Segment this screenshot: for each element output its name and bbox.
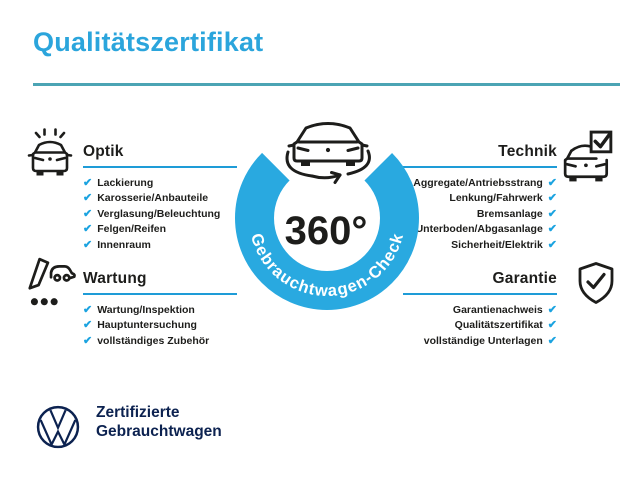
checklist-item bbox=[403, 336, 557, 347]
check-icon: ✔ bbox=[83, 304, 93, 316]
car-checkbox-icon bbox=[561, 130, 615, 189]
pencil-car-checklist-icon bbox=[24, 256, 76, 315]
item-label: Sicherheit/Elektrik bbox=[451, 238, 543, 251]
check-icon: ✔ bbox=[83, 192, 93, 205]
brand-claim bbox=[96, 404, 222, 441]
item-label: Hauptuntersuchung bbox=[97, 319, 197, 332]
checklist-item bbox=[83, 224, 237, 235]
checklist-item bbox=[83, 336, 237, 347]
section-divider bbox=[83, 166, 237, 168]
section-optik bbox=[83, 143, 237, 255]
checklist-item bbox=[403, 320, 557, 331]
item-label: Verglasung/Beleuchtung bbox=[97, 207, 221, 220]
check-icon: ✔ bbox=[547, 334, 557, 347]
checklist-item bbox=[83, 305, 237, 316]
360-check-badge bbox=[225, 108, 430, 320]
shield-check-icon bbox=[576, 261, 616, 312]
item-label: Qualitätszertifikat bbox=[454, 319, 543, 332]
check-icon: ✔ bbox=[83, 207, 93, 220]
degree-label: 360° bbox=[284, 209, 368, 253]
item-label: Aggregate/Antriebsstrang bbox=[413, 177, 543, 189]
check-icon: ✔ bbox=[83, 319, 93, 332]
check-icon: ✔ bbox=[547, 192, 557, 205]
item-label: Garantienachweis bbox=[452, 304, 543, 316]
check-icon: ✔ bbox=[547, 319, 557, 332]
item-label: vollständige Unterlagen bbox=[423, 334, 543, 347]
item-label: Lackierung bbox=[97, 177, 154, 189]
checklist-item bbox=[83, 209, 237, 220]
brand-line-1: Zertifizierte bbox=[96, 404, 180, 421]
item-label: Unterboden/Abgasanlage bbox=[415, 223, 543, 236]
check-icon: ✔ bbox=[547, 207, 557, 220]
checklist-optik bbox=[83, 178, 237, 251]
check-icon: ✔ bbox=[83, 238, 93, 251]
item-label: Lenkung/Fahrwerk bbox=[449, 192, 543, 205]
header-divider bbox=[33, 83, 620, 86]
checklist-item bbox=[83, 240, 237, 251]
checklist-item bbox=[83, 178, 237, 189]
check-icon: ✔ bbox=[547, 304, 557, 316]
check-icon: ✔ bbox=[547, 238, 557, 251]
check-icon: ✔ bbox=[547, 177, 557, 189]
section-wartung bbox=[83, 270, 237, 351]
section-divider bbox=[83, 293, 237, 295]
item-label: Felgen/Reifen bbox=[97, 223, 167, 236]
checklist-item bbox=[83, 193, 237, 204]
item-label: Bremsanlage bbox=[476, 207, 543, 220]
section-title-garantie: Garantie bbox=[492, 270, 557, 287]
section-title-wartung: Wartung bbox=[83, 270, 147, 287]
item-label: Innenraum bbox=[97, 238, 151, 251]
section-title-technik: Technik bbox=[498, 143, 557, 160]
ring-label: Gebrauchtwagen-Check bbox=[246, 231, 408, 301]
check-icon: ✔ bbox=[83, 177, 93, 189]
item-label: Wartung/Inspektion bbox=[97, 304, 195, 316]
item-label: Karosserie/Anbauteile bbox=[97, 192, 209, 205]
check-icon: ✔ bbox=[547, 223, 557, 236]
page-title: Qualitätszertifikat bbox=[33, 27, 264, 57]
brand-line-2: Gebrauchtwagen bbox=[96, 422, 222, 440]
checklist-wartung bbox=[83, 305, 237, 347]
car-rotation-360-icon bbox=[287, 124, 369, 183]
section-title-optik: Optik bbox=[83, 143, 124, 160]
vw-logo-icon bbox=[35, 404, 81, 450]
check-icon: ✔ bbox=[83, 334, 93, 347]
check-icon: ✔ bbox=[83, 223, 93, 236]
car-front-shine-icon bbox=[25, 126, 75, 183]
item-label: vollständiges Zubehör bbox=[97, 334, 210, 347]
checklist-item bbox=[83, 320, 237, 331]
